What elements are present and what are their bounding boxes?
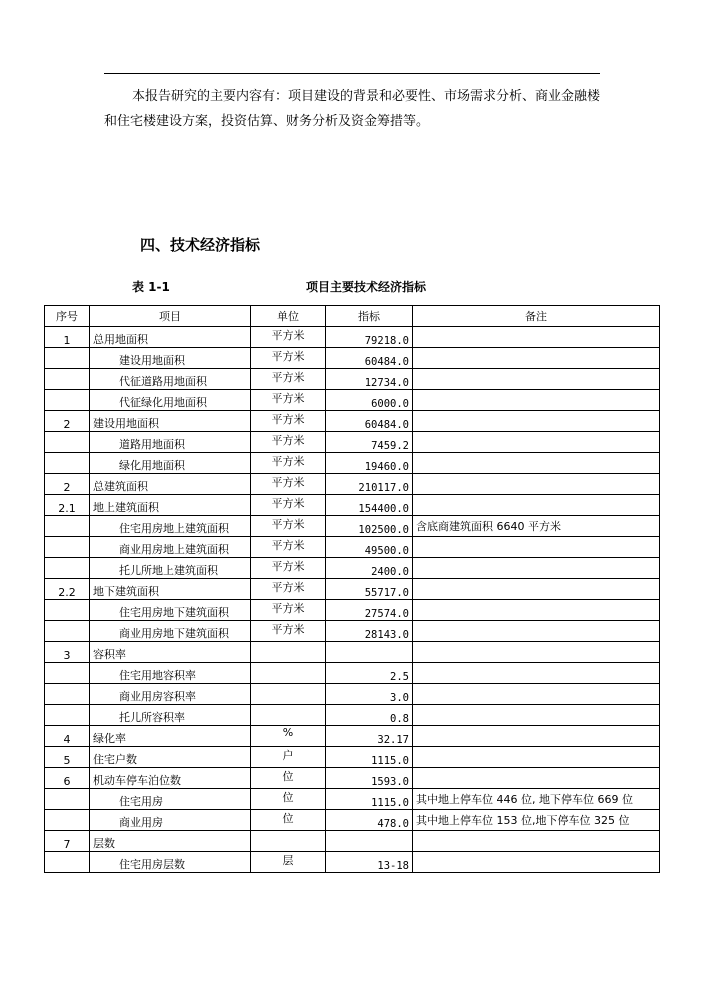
row-value: 49500.0	[326, 537, 413, 558]
table-row	[45, 537, 660, 558]
header-rule	[104, 73, 600, 74]
row-note: 含底商建筑面积 6640 平方米	[413, 516, 660, 537]
row-note	[413, 747, 660, 768]
row-value: 60484.0	[326, 411, 413, 432]
table-row	[45, 747, 660, 768]
table-row	[45, 726, 660, 747]
row-value: 60484.0	[326, 348, 413, 369]
row-item	[90, 705, 251, 726]
row-note	[413, 663, 660, 684]
row-unit: %	[251, 726, 326, 747]
row-unit: 平方米	[251, 369, 326, 390]
row-value: 28143.0	[326, 621, 413, 642]
row-no: 2.1	[45, 495, 90, 516]
row-unit: 平方米	[251, 495, 326, 516]
row-item-label: 住宅用房层数	[119, 858, 185, 871]
row-no	[45, 432, 90, 453]
row-no	[45, 558, 90, 579]
table-row	[45, 600, 660, 621]
row-value: 12734.0	[326, 369, 413, 390]
row-no: 2.2	[45, 579, 90, 600]
row-item	[90, 348, 251, 369]
row-unit	[251, 831, 326, 852]
table-row	[45, 789, 660, 810]
row-unit: 位	[251, 789, 326, 810]
row-item	[90, 537, 251, 558]
row-no	[45, 369, 90, 390]
table-row	[45, 516, 660, 537]
row-value: 6000.0	[326, 390, 413, 411]
row-item: 总用地面积	[90, 327, 251, 348]
row-value: 7459.2	[326, 432, 413, 453]
row-unit: 平方米	[251, 411, 326, 432]
row-no	[45, 663, 90, 684]
row-value: 13-18	[326, 852, 413, 873]
row-item	[90, 369, 251, 390]
row-value: 3.0	[326, 684, 413, 705]
row-note	[413, 390, 660, 411]
row-value: 79218.0	[326, 327, 413, 348]
row-no	[45, 852, 90, 873]
row-value	[326, 642, 413, 663]
table-row	[45, 411, 660, 432]
table-row	[45, 810, 660, 831]
row-no	[45, 600, 90, 621]
intro-paragraph	[104, 84, 600, 134]
row-no	[45, 705, 90, 726]
row-item-label: 商业用房地上建筑面积	[119, 543, 229, 556]
row-unit: 平方米	[251, 432, 326, 453]
row-unit	[251, 705, 326, 726]
header-note: 备注	[413, 306, 660, 327]
row-value: 1115.0	[326, 747, 413, 768]
row-unit	[251, 642, 326, 663]
row-note	[413, 831, 660, 852]
table-body	[45, 327, 660, 873]
header-value: 指标	[326, 306, 413, 327]
row-item-label: 住宅用房地上建筑面积	[119, 522, 229, 535]
row-note	[413, 600, 660, 621]
row-note: 其中地上停车位 446 位, 地下停车位 669 位	[413, 789, 660, 810]
row-unit: 平方米	[251, 558, 326, 579]
row-no	[45, 348, 90, 369]
row-no	[45, 621, 90, 642]
row-no	[45, 453, 90, 474]
row-no: 3	[45, 642, 90, 663]
intro-text: 本报告研究的主要内容有：项目建设的背景和必要性、市场需求分析、商业金融楼和住宅楼建设方案，投资估算、财务分析及资金筹措等。	[104, 89, 601, 129]
row-value: 55717.0	[326, 579, 413, 600]
row-note	[413, 474, 660, 495]
row-item-label: 商业用房地下建筑面积	[119, 627, 229, 640]
row-item: 绿化率	[90, 726, 251, 747]
table-row	[45, 558, 660, 579]
row-item: 机动车停车泊位数	[90, 768, 251, 789]
row-unit: 平方米	[251, 390, 326, 411]
row-item: 建设用地面积	[90, 411, 251, 432]
row-no: 4	[45, 726, 90, 747]
row-item-label: 托儿所容积率	[119, 711, 185, 724]
row-item-label: 道路用地面积	[119, 438, 185, 451]
table-row	[45, 369, 660, 390]
row-unit: 平方米	[251, 348, 326, 369]
row-unit: 平方米	[251, 621, 326, 642]
row-item	[90, 453, 251, 474]
row-item-label: 建设用地面积	[119, 354, 185, 367]
row-note	[413, 432, 660, 453]
row-no: 7	[45, 831, 90, 852]
row-item	[90, 852, 251, 873]
row-item-label: 商业用房容积率	[119, 690, 196, 703]
row-no	[45, 684, 90, 705]
row-note	[413, 327, 660, 348]
row-item: 容积率	[90, 642, 251, 663]
row-item	[90, 600, 251, 621]
row-note	[413, 726, 660, 747]
row-note	[413, 705, 660, 726]
row-item	[90, 558, 251, 579]
table-row	[45, 390, 660, 411]
row-value: 2.5	[326, 663, 413, 684]
row-item-label: 住宅用房	[119, 795, 163, 808]
row-item-label: 代征道路用地面积	[119, 375, 207, 388]
row-note: 其中地上停车位 153 位,地下停车位 325 位	[413, 810, 660, 831]
row-unit: 户	[251, 747, 326, 768]
row-item	[90, 516, 251, 537]
section-heading: 四、技术经济指标	[140, 236, 261, 254]
row-unit: 平方米	[251, 474, 326, 495]
table-row	[45, 831, 660, 852]
header-item: 项目	[90, 306, 251, 327]
row-note	[413, 453, 660, 474]
row-value: 27574.0	[326, 600, 413, 621]
row-no: 1	[45, 327, 90, 348]
table-row	[45, 348, 660, 369]
row-item-label: 商业用房	[119, 816, 163, 829]
row-no	[45, 810, 90, 831]
header-no: 序号	[45, 306, 90, 327]
row-note	[413, 411, 660, 432]
row-item: 地下建筑面积	[90, 579, 251, 600]
row-item-label: 代征绿化用地面积	[119, 396, 207, 409]
row-value	[326, 831, 413, 852]
row-no	[45, 789, 90, 810]
row-no: 6	[45, 768, 90, 789]
row-unit: 平方米	[251, 453, 326, 474]
row-item	[90, 432, 251, 453]
row-unit: 平方米	[251, 600, 326, 621]
tech-economic-table	[44, 305, 660, 873]
row-value: 32.17	[326, 726, 413, 747]
row-no	[45, 390, 90, 411]
row-unit: 平方米	[251, 579, 326, 600]
row-note	[413, 684, 660, 705]
table-row	[45, 474, 660, 495]
row-unit: 平方米	[251, 537, 326, 558]
row-note	[413, 348, 660, 369]
row-item	[90, 789, 251, 810]
row-item: 总建筑面积	[90, 474, 251, 495]
table-row	[45, 705, 660, 726]
row-value: 210117.0	[326, 474, 413, 495]
row-item-label: 绿化用地面积	[119, 459, 185, 472]
row-item: 住宅户数	[90, 747, 251, 768]
row-no: 2	[45, 411, 90, 432]
row-unit: 平方米	[251, 327, 326, 348]
row-item	[90, 684, 251, 705]
row-no: 5	[45, 747, 90, 768]
row-item	[90, 621, 251, 642]
row-note	[413, 621, 660, 642]
row-value: 1593.0	[326, 768, 413, 789]
row-note	[413, 495, 660, 516]
row-note	[413, 852, 660, 873]
row-note	[413, 768, 660, 789]
table-row	[45, 663, 660, 684]
table-row	[45, 852, 660, 873]
row-note	[413, 369, 660, 390]
row-item-label: 住宅用房地下建筑面积	[119, 606, 229, 619]
table-header-row	[45, 306, 660, 327]
table-caption-title: 项目主要技术经济指标	[306, 280, 427, 294]
table-row	[45, 621, 660, 642]
row-note	[413, 579, 660, 600]
row-item: 地上建筑面积	[90, 495, 251, 516]
row-unit: 位	[251, 810, 326, 831]
row-item-label: 托儿所地上建筑面积	[119, 564, 218, 577]
table-row	[45, 432, 660, 453]
row-item	[90, 663, 251, 684]
row-item-label: 住宅用地容积率	[119, 669, 196, 682]
row-value: 478.0	[326, 810, 413, 831]
row-value: 0.8	[326, 705, 413, 726]
row-item: 层数	[90, 831, 251, 852]
row-item	[90, 390, 251, 411]
row-value: 102500.0	[326, 516, 413, 537]
table-row	[45, 495, 660, 516]
table-row	[45, 768, 660, 789]
row-unit: 平方米	[251, 516, 326, 537]
table-row	[45, 327, 660, 348]
row-value: 1115.0	[326, 789, 413, 810]
row-value: 2400.0	[326, 558, 413, 579]
row-value: 154400.0	[326, 495, 413, 516]
row-unit	[251, 684, 326, 705]
row-note	[413, 642, 660, 663]
table-row	[45, 453, 660, 474]
row-value: 19460.0	[326, 453, 413, 474]
row-no	[45, 516, 90, 537]
row-unit: 位	[251, 768, 326, 789]
row-unit	[251, 663, 326, 684]
table-row	[45, 684, 660, 705]
row-unit: 层	[251, 852, 326, 873]
row-no: 2	[45, 474, 90, 495]
row-item	[90, 810, 251, 831]
header-unit: 单位	[251, 306, 326, 327]
table-caption-label: 表 1-1	[132, 280, 170, 294]
row-no	[45, 537, 90, 558]
row-note	[413, 558, 660, 579]
row-note	[413, 537, 660, 558]
table-row	[45, 579, 660, 600]
table-row	[45, 642, 660, 663]
